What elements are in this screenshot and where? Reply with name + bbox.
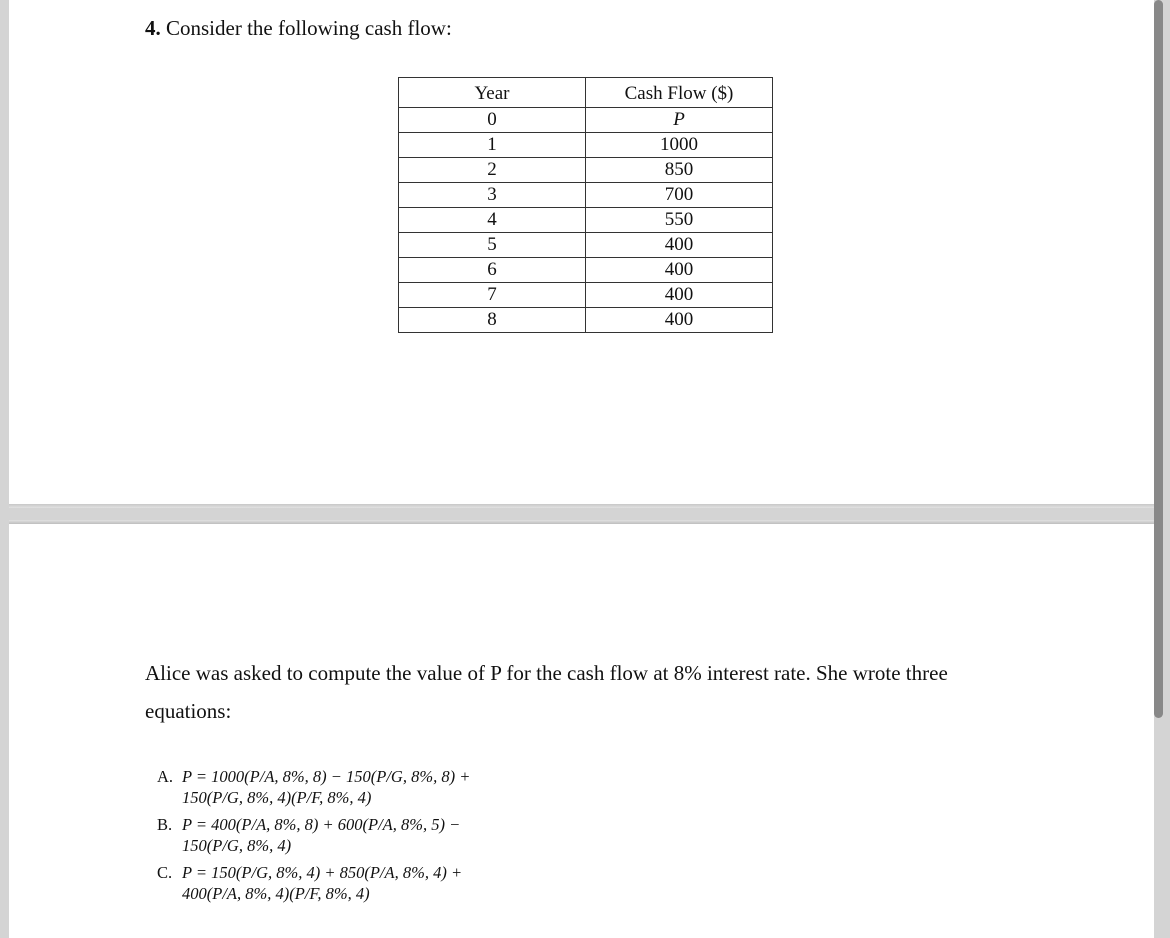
table-row [399, 183, 773, 208]
option-letter: C. [157, 863, 173, 882]
equation-line-2: 150(P/G, 8%, 4) [182, 836, 292, 855]
cash-flow-cell: 400 [586, 283, 773, 308]
year-cell: 5 [399, 233, 586, 258]
question-heading [145, 14, 452, 42]
year-cell: 4 [399, 208, 586, 233]
paragraph-line-2: equations: [145, 699, 232, 723]
table-row [399, 133, 773, 158]
cash-flow-table [398, 77, 773, 333]
year-cell: 2 [399, 158, 586, 183]
table-row [399, 233, 773, 258]
table-row [399, 258, 773, 283]
cash-flow-cell: 850 [586, 158, 773, 183]
cash-flow-cell: 400 [586, 258, 773, 283]
page-2 [9, 524, 1154, 938]
option-c [157, 862, 577, 904]
cash-flow-cell: P [586, 108, 773, 133]
equation-line-1: P = 1000(P/A, 8%, 8) − 150(P/G, 8%, 8) + [182, 767, 471, 786]
page-divider [9, 504, 1154, 508]
question-number: 4. [145, 16, 161, 40]
year-cell: 0 [399, 108, 586, 133]
table-row [399, 308, 773, 333]
table-row [399, 208, 773, 233]
option-letter: B. [157, 815, 173, 834]
table-row [399, 108, 773, 133]
table-row [399, 158, 773, 183]
table-header-row [399, 78, 773, 108]
equation-line-2: 400(P/A, 8%, 4)(P/F, 8%, 4) [182, 884, 370, 903]
header-cash-flow: Cash Flow ($) [586, 78, 773, 108]
year-cell: 3 [399, 183, 586, 208]
question-text: Consider the following cash flow: [166, 16, 452, 40]
equation-line-1: P = 400(P/A, 8%, 8) + 600(P/A, 8%, 5) − [182, 815, 461, 834]
year-cell: 8 [399, 308, 586, 333]
option-b [157, 814, 577, 856]
cash-flow-cell: 700 [586, 183, 773, 208]
cash-flow-cell: 400 [586, 233, 773, 258]
problem-paragraph [145, 654, 1027, 730]
page-1 [9, 0, 1154, 504]
cash-flow-cell: 400 [586, 308, 773, 333]
option-letter: A. [157, 767, 174, 786]
header-year: Year [399, 78, 586, 108]
equation-line-1: P = 150(P/G, 8%, 4) + 850(P/A, 8%, 4) + [182, 863, 463, 882]
paragraph-line-1: Alice was asked to compute the value of P for the cash flow at 8% interest rate. She wrote three [145, 661, 948, 685]
option-a [157, 766, 577, 808]
cash-flow-cell: 1000 [586, 133, 773, 158]
year-cell: 7 [399, 283, 586, 308]
cash-flow-cell: 550 [586, 208, 773, 233]
equation-line-2: 150(P/G, 8%, 4)(P/F, 8%, 4) [182, 788, 372, 807]
equation-options [157, 766, 577, 910]
year-cell: 1 [399, 133, 586, 158]
year-cell: 6 [399, 258, 586, 283]
vertical-scrollbar[interactable] [1154, 0, 1163, 718]
table-row [399, 283, 773, 308]
